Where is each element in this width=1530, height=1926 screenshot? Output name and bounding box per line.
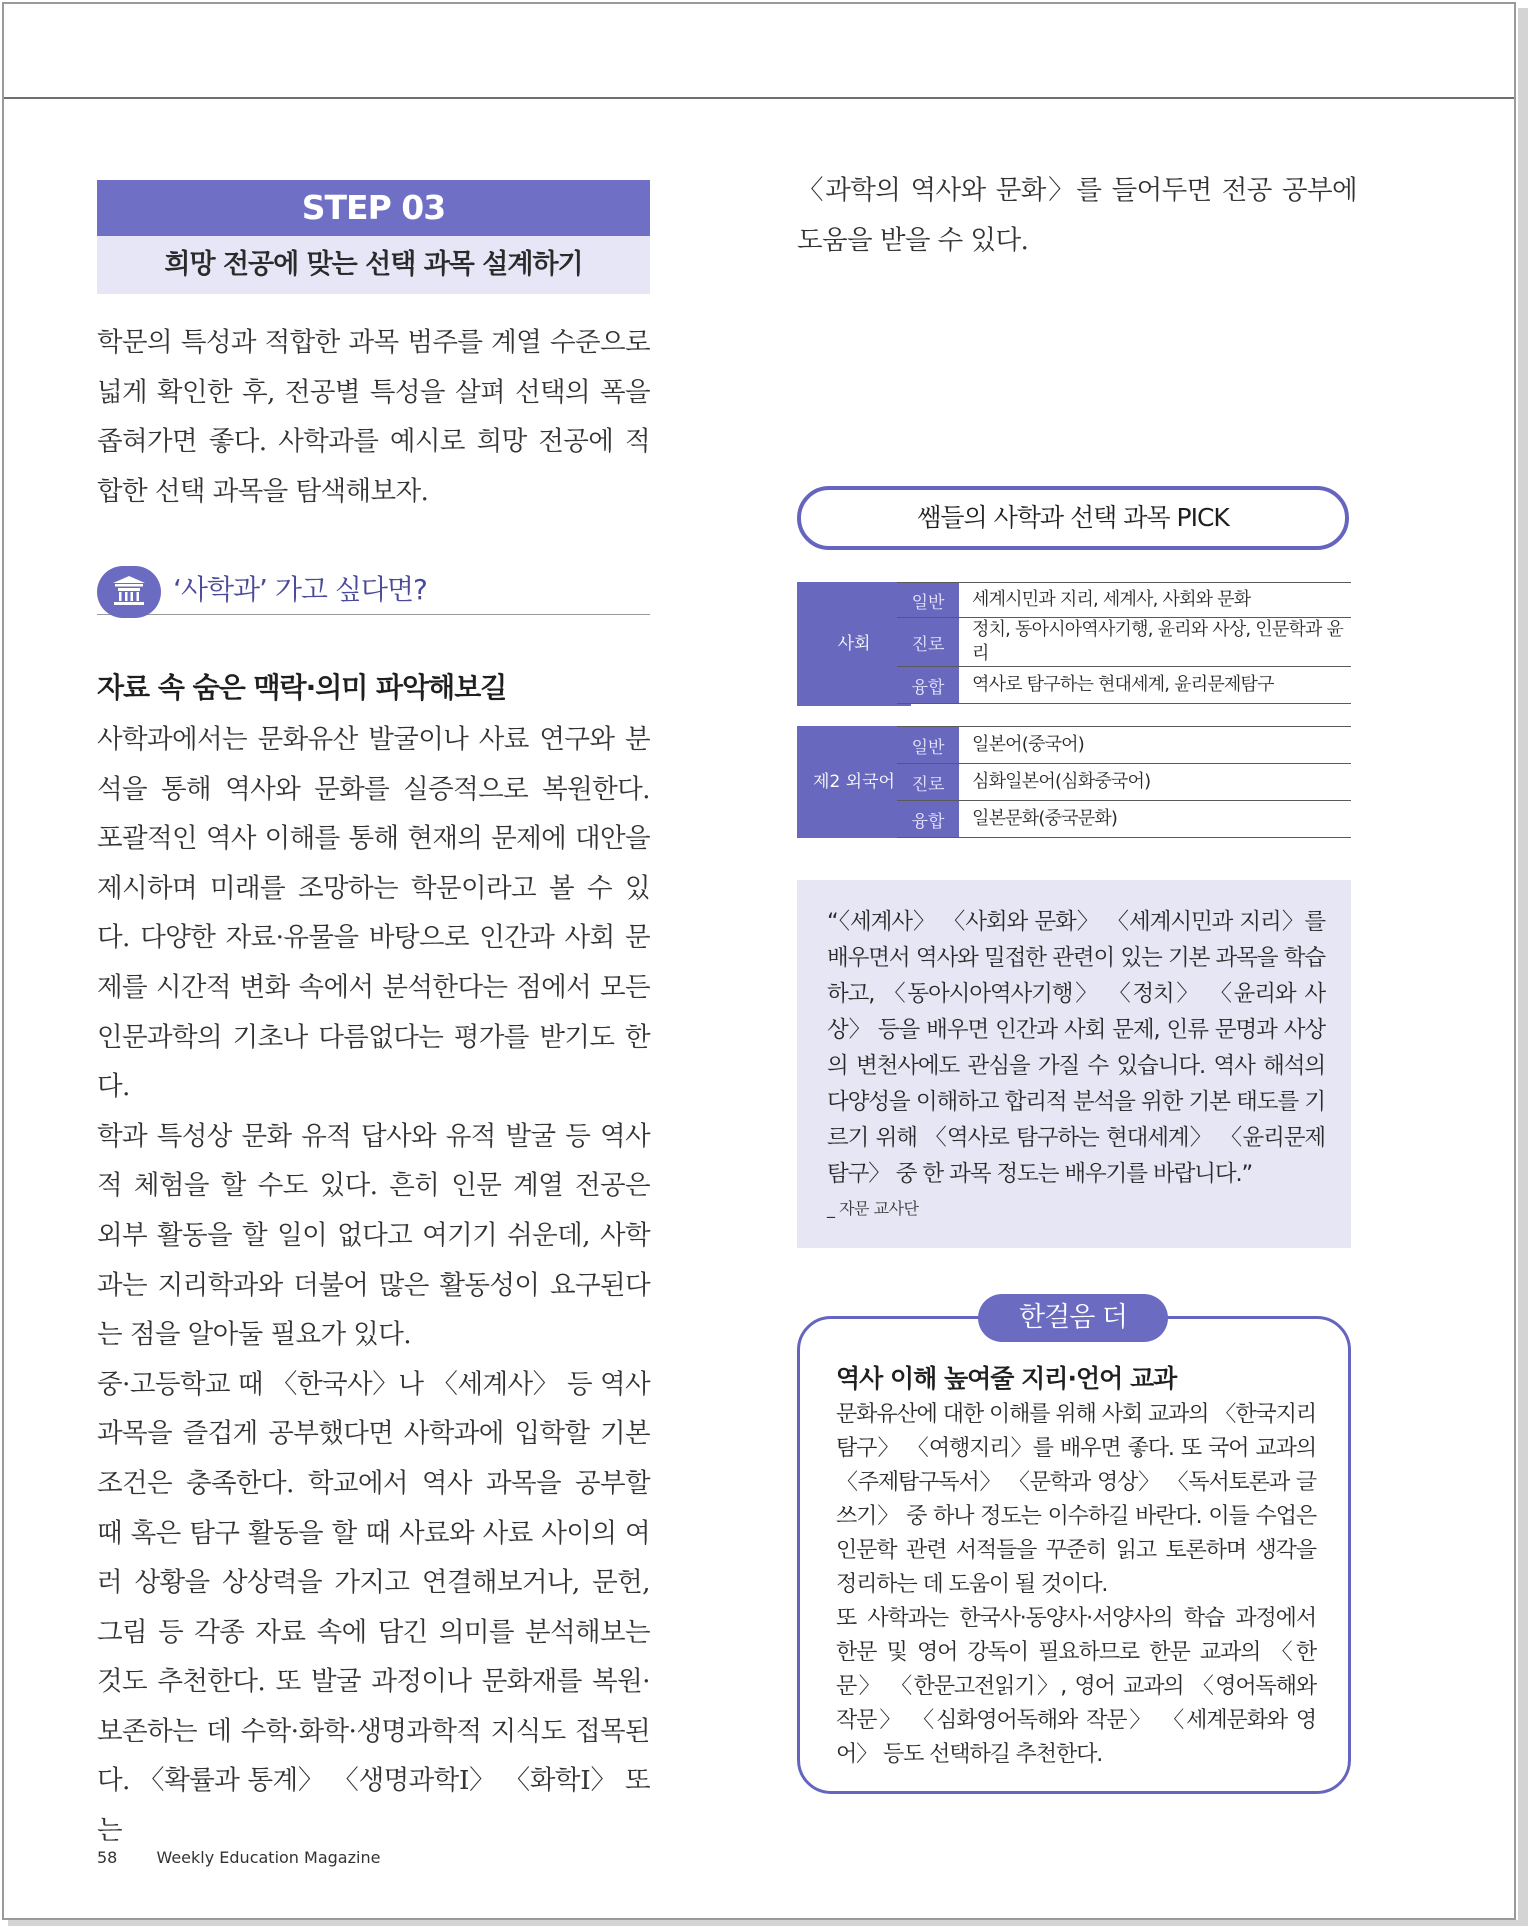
step-subtitle: 희망 전공에 맞는 선택 과목 설계하기 <box>97 236 650 294</box>
one-step-more-content <box>836 1360 1316 1772</box>
quote-source: _ 자문 교사단 <box>827 1199 919 1218</box>
pick-row-text: 역사로 탐구하는 현대세계, 윤리문제탐구 <box>972 674 1274 695</box>
body-paragraph-1: 사학과에서는 문화유산 발굴이나 사료 연구와 분석을 통해 역사와 문화를 실증적으로 복원한다. 포괄적인 역사 이해를 통해 현재의 문제에 대안을 제시하며 미래를 조망하는 학문이라고 볼 수 있다. 다양한 자료·유물을 바탕으로 인간과 사회 문제를 시간적 변화 속에서 분석한다는 점에서 모든 인문과학의 기초나 다름없다는 평가를 받기도 한다. <box>97 724 650 1103</box>
section-title: ‘사학과’ 가고 싶다면? <box>173 573 427 606</box>
one-step-more-paragraph-1: 문화유산에 대한 이해를 위해 사회 교과의 〈한국지리탐구〉 〈여행지리〉를 배우면 좋다. 또 국어 교과의 〈주제탐구독서〉 〈문학과 영상〉 〈독서토론과 글쓰기〉 중 하나 정도는 이수하길 바란다. 이들 수업은 인문학 관련 서적들을 꾸준히 읽고 토론하며 생각을 정리하는 데 도움이 될 것이다. <box>836 1402 1316 1597</box>
intro-paragraph: 학문의 특성과 적합한 과목 범주를 계열 수준으로 넓게 확인한 후, 전공별 특성을 살펴 선택의 폭을 좁혀가면 좋다. 사학과를 예시로 희망 전공에 적합한 선택 과목을 탐색해보자. <box>97 327 650 507</box>
page-number: 58 <box>97 1848 118 1867</box>
body-text <box>97 715 650 1856</box>
pick-title: 쌤들의 사학과 선택 과목 PICK <box>797 486 1349 550</box>
pick-row-tag: 일반 <box>897 583 960 617</box>
right-continuation-text: 〈과학의 역사와 문화〉를 들어두면 전공 공부에 도움을 받을 수 있다. <box>797 175 1357 256</box>
pick-group-second-language <box>797 726 1351 838</box>
pick-row <box>897 667 1351 704</box>
magazine-name: Weekly Education Magazine <box>156 1848 381 1867</box>
pick-row <box>897 764 1351 801</box>
pick-row-text: 정치, 동아시아역사기행, 윤리와 사상, 인문학과 윤리 <box>972 619 1344 664</box>
pick-group-rows <box>897 726 1351 838</box>
one-step-more-tab: 한걸음 더 <box>978 1294 1168 1342</box>
one-step-more-title: 역사 이해 높여줄 지리·언어 교과 <box>836 1364 1177 1393</box>
pick-row <box>897 582 1351 618</box>
pick-row <box>897 618 1351 667</box>
teacher-quote-box <box>797 880 1351 1248</box>
pick-row-text: 세계시민과 지리, 세계사, 사회와 문화 <box>972 589 1251 610</box>
pick-row-text: 일본어(중국어) <box>972 734 1084 755</box>
pick-row-tag: 융합 <box>897 801 960 837</box>
one-step-more-text <box>836 1398 1316 1772</box>
page-shadow-bottom <box>8 1920 1528 1926</box>
one-step-more-paragraph-2: 또 사학과는 한국사·동양사·서양사의 학습 과정에서 한문 및 영어 강독이 필요하므로 한문 교과의 〈한문〉 〈한문고전읽기〉, 영어 교과의 〈영어독해와 작문〉 〈심화영어독해와 작문〉 〈세계문화와 영어〉 등도 선택하길 추천한다. <box>836 1606 1316 1767</box>
pick-group-label: 사회 <box>797 582 911 706</box>
pick-row-tag: 진로 <box>897 764 960 800</box>
body-paragraph-3: 중·고등학교 때 〈한국사〉나 〈세계사〉 등 역사 과목을 즐겁게 공부했다면 사학과에 입학할 기본조건은 충족한다. 학교에서 역사 과목을 공부할 때 혹은 탐구 활동을 할 때 사료와 사료 사이의 여러 상황을 상상력을 가지고 연결해보거나, 문헌, 그림 등 각종 자료 속에 담긴 의미를 분석해보는 것도 추천한다. 또 발굴 과정이나 문화재를 복원·보존하는 데 수학·화학·생명과학적 지식도 접목된다. 〈확률과 통계〉 〈생명과학Ⅰ〉 〈화학Ⅰ〉 또는 <box>97 1368 650 1847</box>
pick-row-text: 심화일본어(심화중국어) <box>972 771 1151 792</box>
top-rule <box>4 97 1514 99</box>
pick-group-rows <box>897 582 1351 704</box>
pick-row-tag: 진로 <box>897 618 960 666</box>
step-label: STEP 03 <box>97 180 650 236</box>
palace-icon <box>97 566 161 618</box>
quote-text: “〈세계사〉 〈사회와 문화〉 〈세계시민과 지리〉를 배우면서 역사와 밀접한 관련이 있는 기본 과목을 학습하고, 〈동아시아역사기행〉 〈정치〉 〈윤리와 사상〉 등을 배우면 인간과 사회 문제, 인류 문명과 사상의 변천사에도 관심을 가질 수 있습니다. 역사 해석의 다양성을 이해하고 합리적 분석을 위한 기본 태도를 기르기 위해 〈역사로 탐구하는 현대세계〉 〈윤리문제탐구〉 중 한 과목 정도는 배우기를 바랍니다.” <box>827 909 1325 1187</box>
pick-group-social <box>797 582 1351 706</box>
pick-row <box>897 801 1351 838</box>
body-paragraph-2: 학과 특성상 문화 유적 답사와 유적 발굴 등 역사적 체험을 할 수도 있다. 흔히 인문 계열 전공은 외부 활동을 할 일이 없다고 여기기 쉬운데, 사학과는 지리학과와 더불어 많은 활동성이 요구된다는 점을 알아둘 필요가 있다. <box>97 1120 650 1351</box>
pick-row-tag: 일반 <box>897 727 960 763</box>
pick-row-tag: 융합 <box>897 667 960 703</box>
pick-group-label: 제2 외국어 <box>797 726 911 838</box>
subheading: 자료 속 숨은 맥락·의미 파악해보길 <box>97 671 507 704</box>
section-heading <box>97 566 650 615</box>
page-shadow-right <box>1518 8 1528 1920</box>
page-footer <box>97 1848 380 1867</box>
pick-row-text: 일본문화(중국문화) <box>972 808 1118 829</box>
pick-row <box>897 726 1351 764</box>
